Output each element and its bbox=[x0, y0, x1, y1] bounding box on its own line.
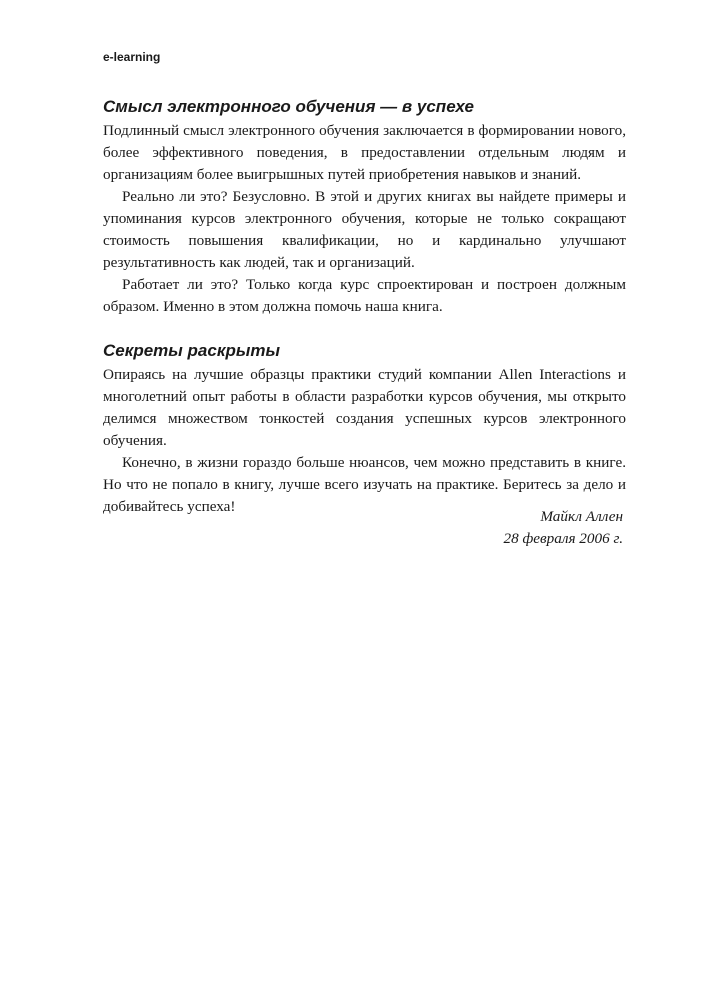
section-success-meaning bbox=[103, 96, 626, 318]
paragraph: Работает ли это? Только когда курс спроектирован и построен должным образом. Именно в этом должна помочь наша книга. bbox=[103, 276, 626, 315]
section-heading: Секреты раскрыты bbox=[103, 341, 280, 360]
paragraph: Реально ли это? Безусловно. В этой и других книгах вы найдете примеры и упоминания курсов электронного обучения, которые не только сокращают стоимость повышения квалификации, но и кардинально улучшают результативность как людей, так и организаций. bbox=[103, 188, 626, 271]
signature-author: Майкл Аллен bbox=[540, 508, 623, 525]
running-head: e-learning bbox=[103, 50, 161, 64]
paragraph: Конечно, в жизни гораздо больше нюансов, чем можно представить в книге. Но что не попало в книгу, лучше всего изучать на практике. Беритесь за дело и добивайтесь успеха! bbox=[103, 454, 626, 515]
section-secrets-revealed bbox=[103, 340, 626, 518]
signature-block bbox=[103, 506, 623, 550]
signature-date: 28 февраля 2006 г. bbox=[503, 530, 623, 547]
section-heading: Смысл электронного обучения — в успехе bbox=[103, 97, 474, 116]
paragraph: Опираясь на лучшие образцы практики студий компании Allen Interactions и многолетний опыт работы в области разработки курсов обучения, мы открыто делимся множеством тонкостей создания успешных курсов электронного обучения. bbox=[103, 366, 626, 449]
paragraph: Подлинный смысл электронного обучения заключается в формировании нового, более эффективного поведения, в предоставлении отдельным людям и организациям более выигрышных путей приобретения навыков и знаний. bbox=[103, 122, 626, 183]
